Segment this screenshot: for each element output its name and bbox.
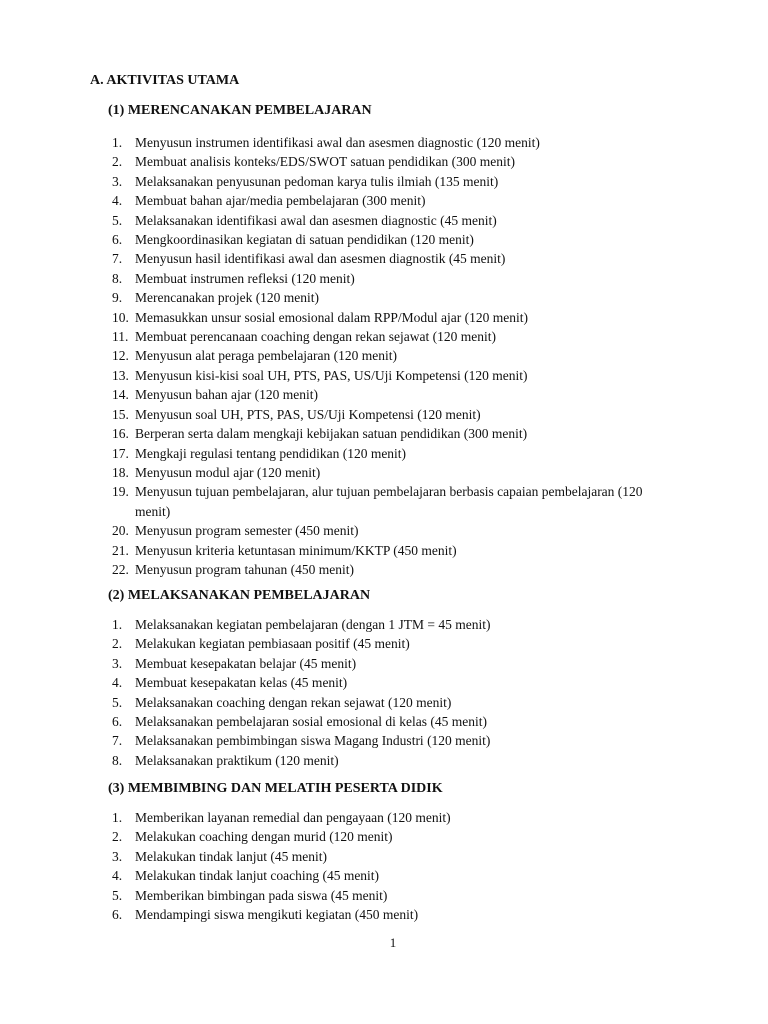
list-item: [0, 133, 768, 152]
item-text: Memberikan bimbingan pada siswa (45 menit): [135, 887, 388, 903]
item-number: 12.: [112, 348, 129, 364]
item-text: Mendampingi siswa mengikuti kegiatan (450 menit): [135, 907, 419, 923]
item-text: Membuat bahan ajar/media pembelajaran (300 menit): [135, 193, 426, 209]
item-text: Melaksanakan praktikum (120 menit): [135, 752, 339, 768]
section-3-list: [0, 808, 768, 924]
item-text: Melakukan kegiatan pembiasaan positif (45 menit): [135, 636, 410, 652]
list-item: [0, 634, 768, 653]
item-number: 21.: [112, 542, 129, 558]
item-number: 7.: [112, 733, 123, 749]
list-item: [0, 230, 768, 249]
list-item: [0, 269, 768, 288]
section-1-list: [0, 133, 768, 579]
list-item: [0, 886, 768, 905]
item-text: Berperan serta dalam mengkaji kebijakan satuan pendidikan (300 menit): [135, 426, 528, 442]
list-item: [0, 866, 768, 885]
item-text: Melakukan tindak lanjut coaching (45 menit): [135, 868, 380, 884]
item-number: 9.: [112, 290, 123, 306]
list-item: [0, 424, 768, 443]
list-item: [0, 693, 768, 712]
list-item: [0, 808, 768, 827]
item-number: 3.: [112, 655, 123, 671]
item-number: 1.: [112, 810, 123, 825]
item-text: Melaksanakan pembimbingan siswa Magang Industri (120 menit): [135, 733, 491, 749]
list-item: [0, 327, 768, 346]
item-text: Menyusun bahan ajar (120 menit): [135, 387, 318, 403]
item-text: Membuat kesepakatan kelas (45 menit): [135, 675, 348, 691]
item-number: 4.: [112, 675, 123, 691]
item-number: 13.: [112, 367, 129, 383]
item-number: 1.: [112, 617, 123, 632]
item-text: Membuat perencanaan coaching dengan rekan sejawat (120 menit): [135, 329, 496, 345]
item-number: 5.: [112, 212, 123, 228]
list-item: [0, 905, 768, 924]
list-item: [0, 673, 768, 692]
list-item: [0, 654, 768, 673]
item-number: 17.: [112, 445, 129, 461]
section-2-list: [0, 615, 768, 770]
list-item: [0, 249, 768, 268]
item-number: 1.: [112, 135, 123, 150]
section-2-title: (2) MELAKSANAKAN PEMBELAJARAN: [108, 588, 371, 603]
item-text: Menyusun soal UH, PTS, PAS, US/Uji Kompetensi (120 menit): [135, 406, 481, 422]
item-number: 2.: [112, 829, 123, 845]
item-number: 18.: [112, 464, 129, 480]
item-text: Menyusun tujuan pembelajaran, alur tujuan pembelajaran berbasis capaian pembelajaran (120 menit): [135, 484, 643, 519]
list-item: [0, 463, 768, 482]
item-text: Merencanakan projek (120 menit): [135, 290, 320, 306]
list-item: [0, 712, 768, 731]
list-item: [0, 385, 768, 404]
item-number: 2.: [112, 154, 123, 170]
item-number: 14.: [112, 387, 129, 403]
item-text: Menyusun kisi-kisi soal UH, PTS, PAS, US/Uji Kompetensi (120 menit): [135, 367, 528, 383]
item-text: Menyusun kriteria ketuntasan minimum/KKTP (450 menit): [135, 542, 457, 558]
item-number: 3.: [112, 173, 123, 189]
section-1-title: (1) MERENCANAKAN PEMBELAJARAN: [108, 103, 372, 118]
item-text: Menyusun program semester (450 menit): [135, 523, 359, 539]
list-item: [0, 444, 768, 463]
item-number: 15.: [112, 406, 129, 422]
item-text: Menyusun alat peraga pembelajaran (120 menit): [135, 348, 398, 364]
item-number: 11.: [112, 329, 129, 345]
item-number: 5.: [112, 887, 123, 903]
list-item: [0, 152, 768, 171]
item-text: Menyusun hasil identifikasi awal dan asesmen diagnostik (45 menit): [135, 251, 506, 267]
list-item: [0, 308, 768, 327]
item-text: Membuat analisis konteks/EDS/SWOT satuan pendidikan (300 menit): [135, 154, 515, 170]
item-number: 8.: [112, 752, 123, 768]
item-text: Memberikan layanan remedial dan pengayaan (120 menit): [135, 810, 451, 825]
list-item: [0, 346, 768, 365]
item-number: 22.: [112, 561, 129, 577]
list-item: [0, 827, 768, 846]
item-text: Melaksanakan pembelajaran sosial emosional di kelas (45 menit): [135, 714, 488, 730]
item-text: Mengkoordinasikan kegiatan di satuan pendidikan (120 menit): [135, 232, 474, 248]
item-text: Melaksanakan identifikasi awal dan asesmen diagnostic (45 menit): [135, 212, 497, 228]
list-item: [0, 560, 768, 579]
list-item: [0, 172, 768, 191]
item-text: Memasukkan unsur sosial emosional dalam RPP/Modul ajar (120 menit): [135, 309, 528, 325]
list-item: [0, 847, 768, 866]
item-text: Mengkaji regulasi tentang pendidikan (120 menit): [135, 445, 407, 461]
item-text: Melaksanakan coaching dengan rekan sejawat (120 menit): [135, 694, 452, 710]
item-number: 6.: [112, 232, 123, 248]
item-text: Menyusun program tahunan (450 menit): [135, 561, 354, 577]
item-number: 4.: [112, 193, 123, 209]
list-item: [0, 288, 768, 307]
list-item: [0, 751, 768, 770]
item-text: Menyusun instrumen identifikasi awal dan asesmen diagnostic (120 menit): [135, 135, 540, 150]
section-3-title: (3) MEMBIMBING DAN MELATIH PESERTA DIDIK: [108, 781, 443, 796]
item-number: 2.: [112, 636, 123, 652]
item-text: Melakukan tindak lanjut (45 menit): [135, 848, 327, 864]
item-number: 6.: [112, 907, 123, 923]
item-number: 20.: [112, 523, 129, 539]
list-item: [0, 482, 768, 521]
item-number: 4.: [112, 868, 123, 884]
item-number: 7.: [112, 251, 123, 267]
item-number: 10.: [112, 309, 129, 325]
item-text: Melaksanakan kegiatan pembelajaran (dengan 1 JTM = 45 menit): [135, 617, 491, 632]
item-number: 3.: [112, 848, 123, 864]
page-number: 1: [389, 935, 397, 950]
item-number: 6.: [112, 714, 123, 730]
list-item: [0, 521, 768, 540]
list-item: [0, 211, 768, 230]
item-text: Melakukan coaching dengan murid (120 menit): [135, 829, 393, 845]
item-number: 19.: [112, 484, 129, 500]
item-number: 8.: [112, 270, 123, 286]
list-item: [0, 191, 768, 210]
main-heading: A. AKTIVITAS UTAMA: [90, 73, 240, 88]
list-item: [0, 541, 768, 560]
item-text: Membuat kesepakatan belajar (45 menit): [135, 655, 357, 671]
item-number: 16.: [112, 426, 129, 442]
item-text: Menyusun modul ajar (120 menit): [135, 464, 321, 480]
list-item: [0, 731, 768, 750]
list-item: [0, 405, 768, 424]
list-item: [0, 615, 768, 634]
list-item: [0, 366, 768, 385]
item-number: 5.: [112, 694, 123, 710]
item-text: Membuat instrumen refleksi (120 menit): [135, 270, 355, 286]
item-text: Melaksanakan penyusunan pedoman karya tulis ilmiah (135 menit): [135, 173, 499, 189]
